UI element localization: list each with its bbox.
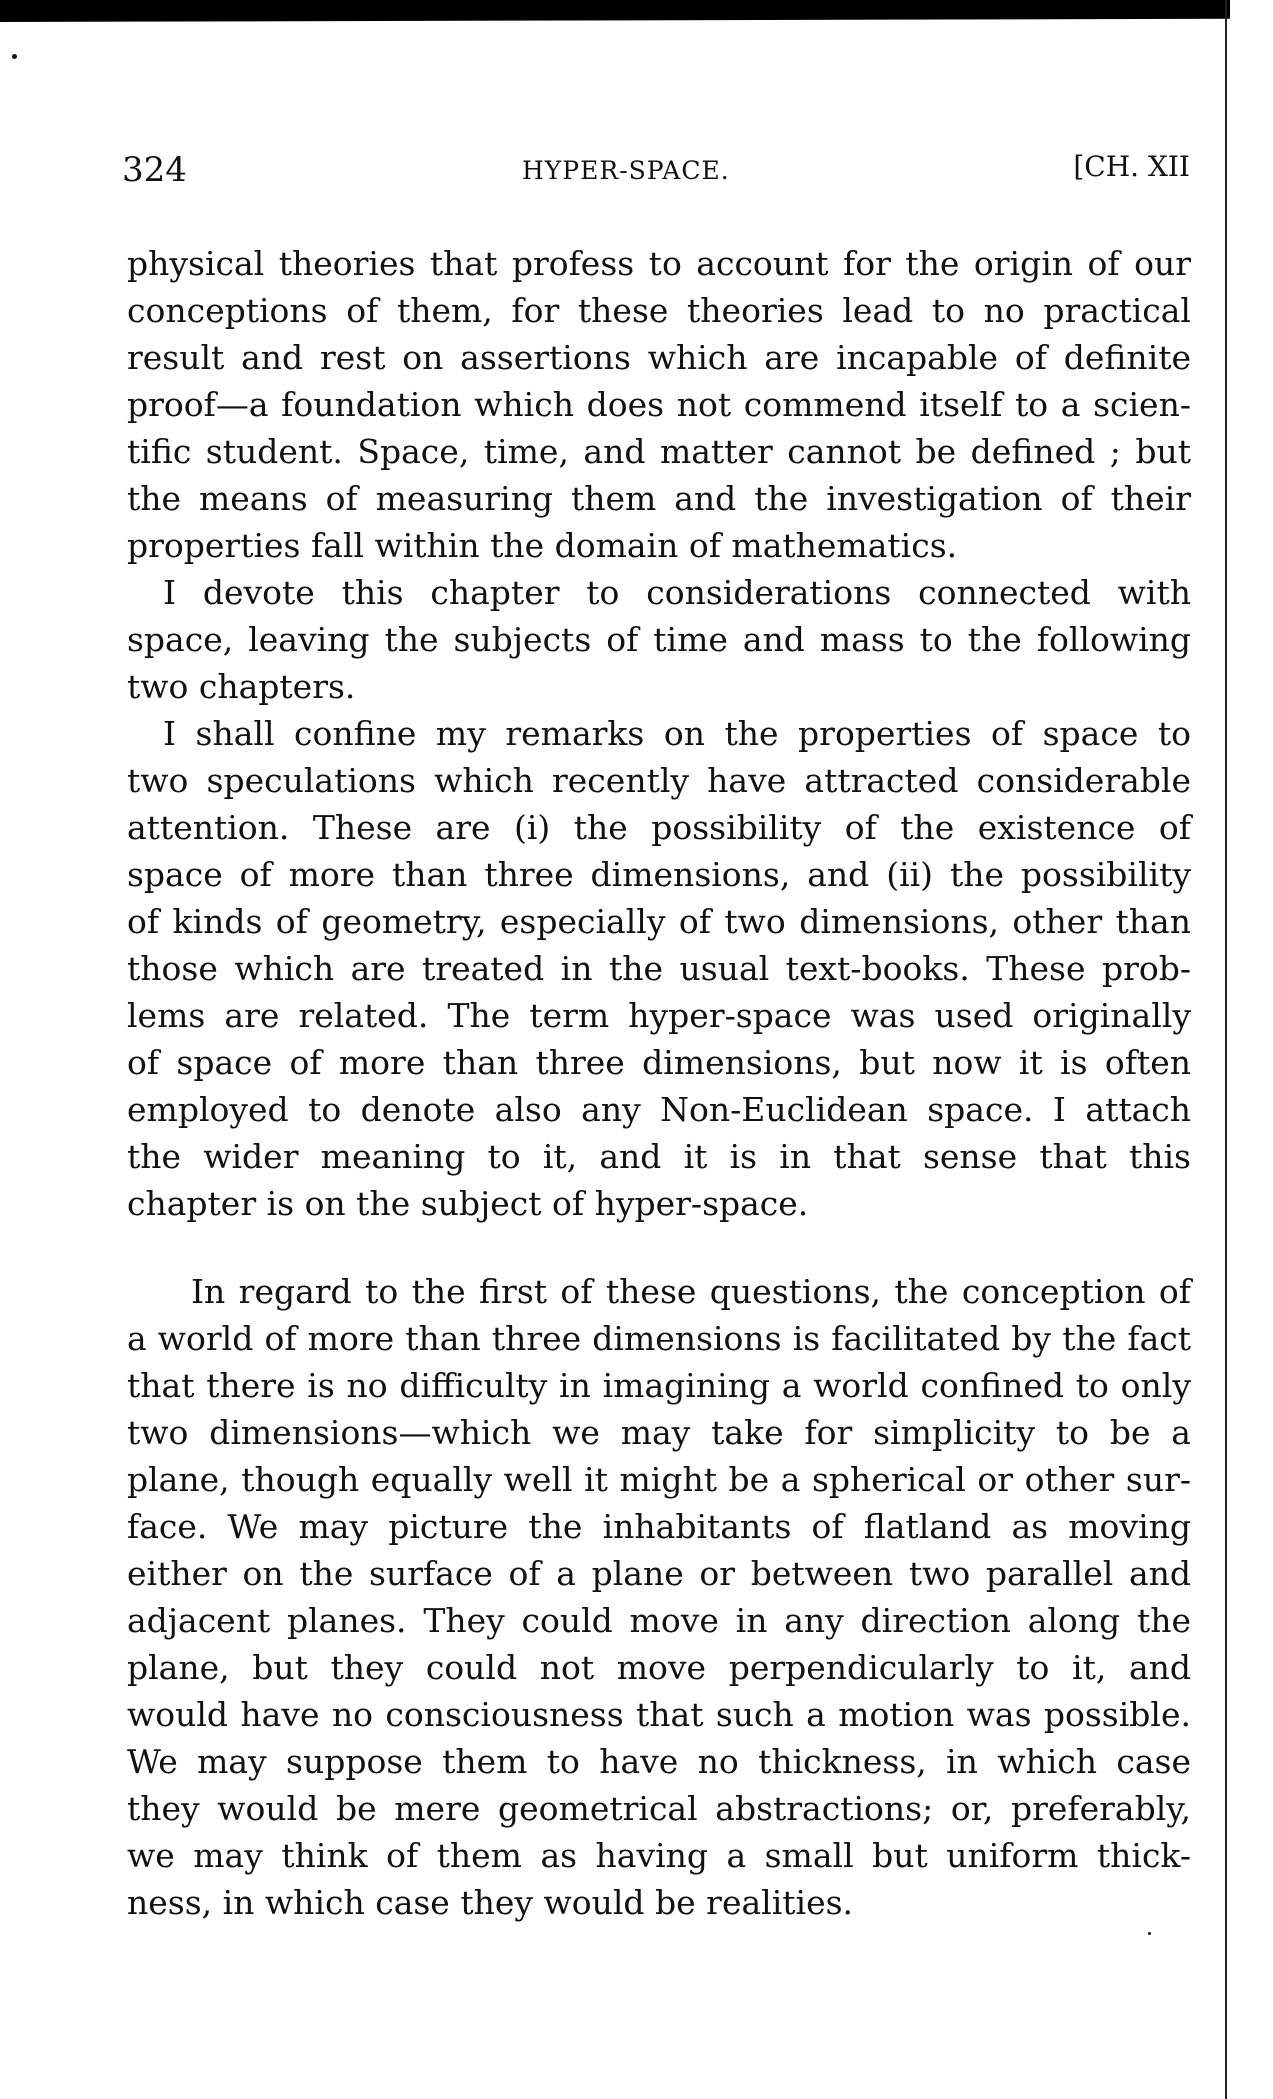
chapter-label: [CH. XII [1073, 150, 1190, 183]
text-line: chapter is on the subject of hyper-space. [127, 1184, 809, 1223]
text-line: adjacent planes. They could move in any direction along the [127, 1601, 1191, 1640]
text-line: those which are treated in the usual text-books. These prob- [127, 949, 1191, 988]
text-line: We may suppose them to have no thickness, in which case [127, 1742, 1191, 1781]
text-line: tific student. Space, time, and matter cannot be defined ; but [127, 432, 1191, 471]
text-line: the means of measuring them and the investigation of their [127, 479, 1191, 518]
text-line: we may think of them as having a small but uniform thick- [127, 1836, 1191, 1875]
body-text-section-2 [127, 1268, 1191, 1926]
text-line: I devote this chapter to considerations connected with [163, 573, 1191, 612]
text-line: result and rest on assertions which are incapable of definite [127, 338, 1191, 377]
text-line: employed to denote also any Non-Euclidean space. I attach [127, 1090, 1191, 1129]
text-line: plane, but they could not move perpendicularly to it, and [127, 1648, 1191, 1687]
text-line: proof—a foundation which does not commend itself to a scien- [127, 385, 1191, 424]
text-line: conceptions of them, for these theories lead to no practical [127, 291, 1191, 330]
text-line: I shall confine my remarks on the properties of space to [163, 714, 1191, 753]
text-line: of kinds of geometry, especially of two dimensions, other than [127, 902, 1191, 941]
text-line: that there is no difficulty in imagining a world confined to only [127, 1366, 1191, 1405]
text-line: face. We may picture the inhabitants of flatland as moving [127, 1507, 1191, 1546]
scan-top-border [0, 0, 1230, 22]
running-title: HYPER-SPACE. [522, 156, 730, 185]
scan-speck [1148, 1932, 1151, 1935]
text-line: a world of more than three dimensions is facilitated by the fact [127, 1319, 1191, 1358]
text-line: ness, in which case they would be realities. [127, 1883, 854, 1922]
running-header [122, 150, 1190, 200]
text-line: space, leaving the subjects of time and mass to the following [127, 620, 1191, 659]
text-line: they would be mere geometrical abstractions; or, preferably, [127, 1789, 1191, 1828]
text-line: In regard to the first of these questions, the conception of [191, 1272, 1191, 1311]
scan-page-edge [1225, 0, 1227, 2099]
text-line: plane, though equally well it might be a spherical or other sur- [127, 1460, 1191, 1499]
text-line: physical theories that profess to account for the origin of our [127, 244, 1191, 283]
text-line: two chapters. [127, 667, 356, 706]
text-line: of space of more than three dimensions, but now it is often [127, 1043, 1191, 1082]
text-line: either on the surface of a plane or between two parallel and [127, 1554, 1191, 1593]
text-line: two dimensions—which we may take for simplicity to be a [127, 1413, 1191, 1452]
text-line: the wider meaning to it, and it is in that sense that this [127, 1137, 1191, 1176]
text-line: space of more than three dimensions, and (ii) the possibility [127, 855, 1191, 894]
text-line: two speculations which recently have attracted considerable [127, 761, 1191, 800]
text-line: attention. These are (i) the possibility of the existence of [127, 808, 1191, 847]
body-text-section-1 [127, 240, 1191, 1227]
page-number: 324 [122, 150, 187, 190]
scan-speck [12, 54, 17, 59]
text-line: lems are related. The term hyper-space was used originally [127, 996, 1191, 1035]
text-line: would have no consciousness that such a motion was possible. [127, 1695, 1191, 1734]
text-line: properties fall within the domain of mathematics. [127, 526, 958, 565]
